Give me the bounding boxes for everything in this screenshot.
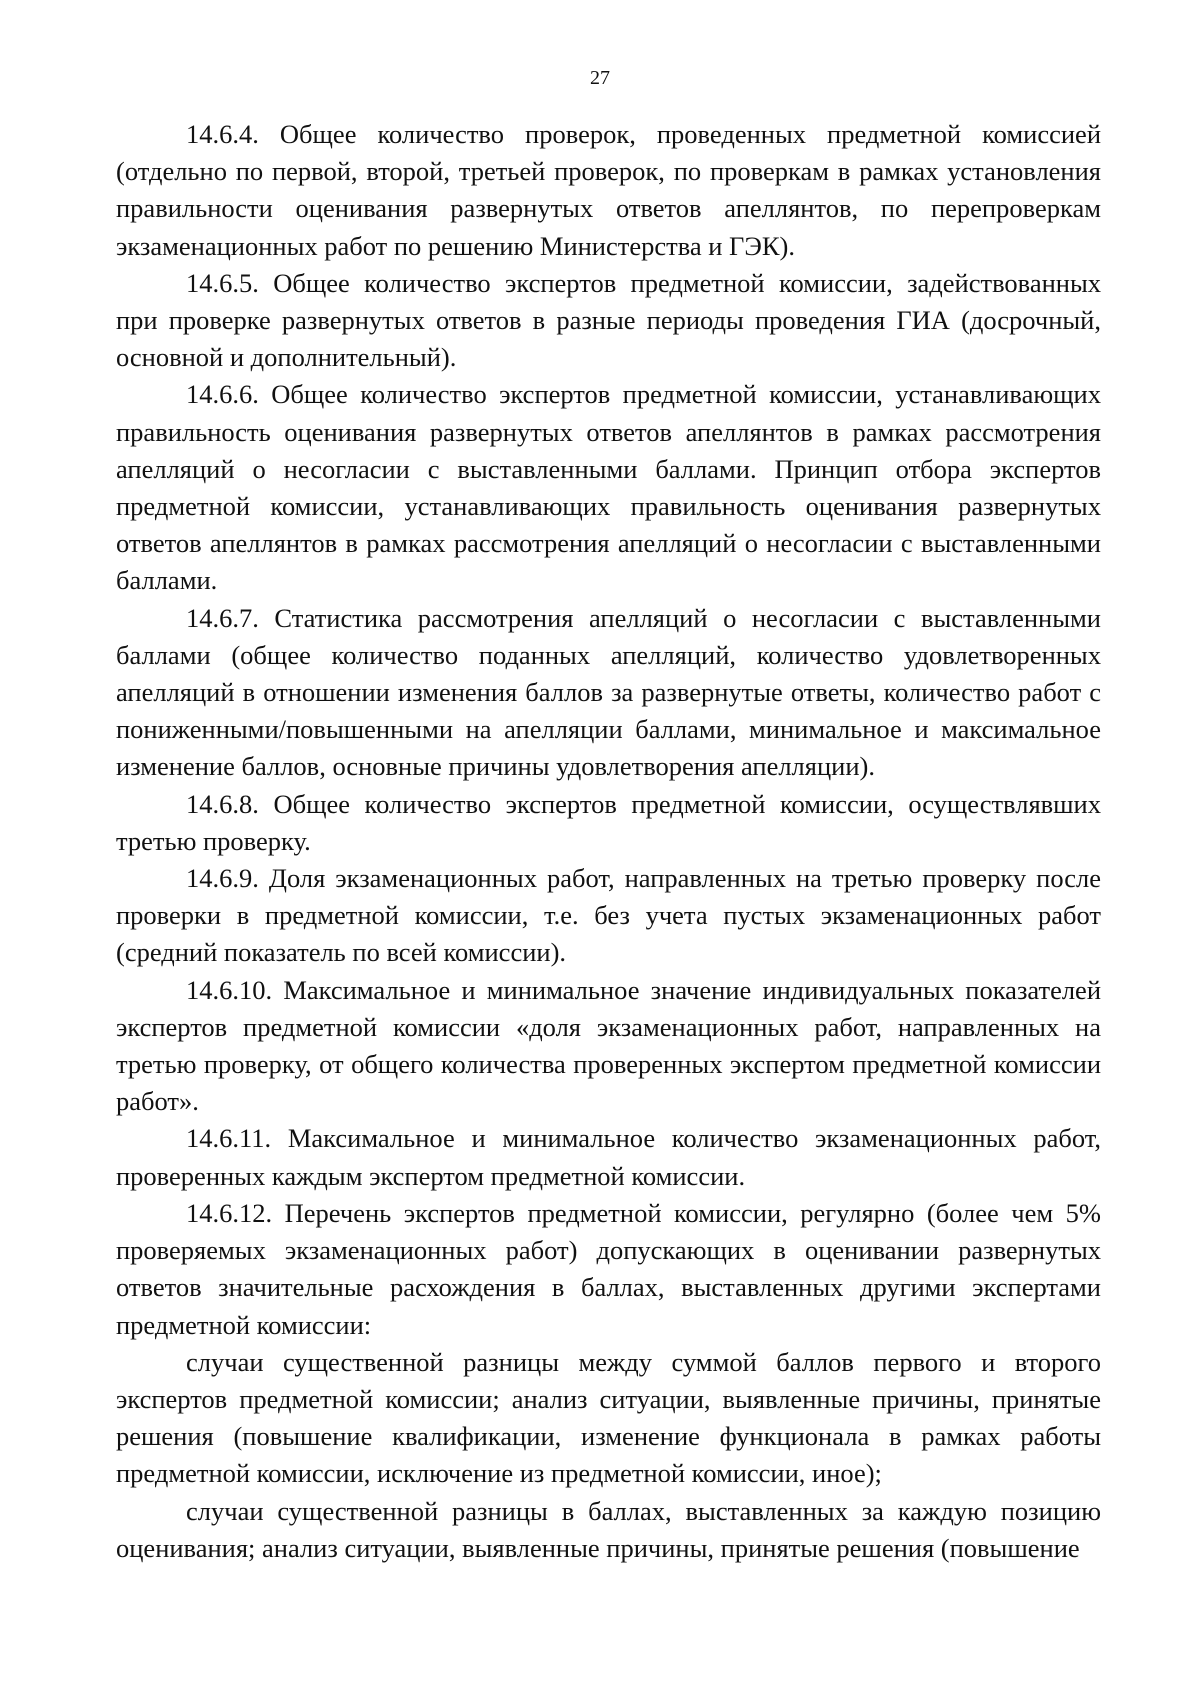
paragraph-14-6-7: 14.6.7. Статистика рассмотрения апелляций о несогласии с выставленными баллами (общее количество поданных апелляций, количество удовлетворенных апелляций в отношении изменения баллов за развернутые ответы, количество работ с пониженными/повышенными на апелляции баллами, минимальное и максимальное изменение баллов, основные причины удовлетворения апелляции). [116,602,1101,782]
document-body [116,116,1101,1567]
paragraph-14-6-5: 14.6.5. Общее количество экспертов предметной комиссии, задействованных при проверке развернутых ответов в разные периоды проведения ГИА (досрочный, основной и дополнительный). [116,267,1101,373]
paragraph-14-6-9: 14.6.9. Доля экзаменационных работ, направленных на третью проверку после проверки в предметной комиссии, т.е. без учета пустых экзаменационных работ (средний показатель по всей комиссии). [116,863,1101,968]
page-number: 27 [590,67,610,89]
paragraph-14-6-6: 14.6.6. Общее количество экспертов предметной комиссии, устанавливающих правильность оценивания развернутых ответов апеллянтов в рамках рассмотрения апелляций о несогласии с выставленными баллами. Принцип отбора экспертов предметной комиссии, устанавливающих правильность оценивания развернутых ответов апеллянтов в рамках рассмотрения апелляций о несогласии с выставленными баллами. [116,379,1101,596]
paragraph-14-6-4: 14.6.4. Общее количество проверок, проведенных предметной комиссией (отдельно по первой, второй, третьей проверок, по проверкам в рамках установления правильности оценивания развернутых ответов апеллянтов, по перепроверкам экзаменационных работ по решению Министерства и ГЭК). [116,119,1101,261]
paragraph-14-6-12: 14.6.12. Перечень экспертов предметной комиссии, регулярно (более чем 5% проверяемых экзаменационных работ) допускающих в оценивании развернутых ответов значительные расхождения в баллах, выставленных другими экспертами предметной комиссии: [116,1197,1101,1340]
paragraph-14-6-8: 14.6.8. Общее количество экспертов предметной комиссии, осуществлявших третью проверку. [116,788,1101,856]
paragraph-14-6-11: 14.6.11. Максимальное и минимальное количество экзаменационных работ, проверенных каждым экспертом предметной комиссии. [116,1123,1101,1191]
paragraph-14-6-10: 14.6.10. Максимальное и минимальное значение индивидуальных показателей экспертов предметной комиссии «доля экзаменационных работ, направленных на третью проверку, от общего количества проверенных экспертом предметной комиссии работ». [116,974,1101,1117]
paragraph-case-position-score: случаи существенной разницы в баллах, выставленных за каждую позицию оценивания; анализ ситуации, выявленные причины, принятые решения (повышение [116,1495,1101,1563]
paragraph-case-total-score: случаи существенной разницы между суммой баллов первого и второго экспертов предметной комиссии; анализ ситуации, выявленные причины, принятые решения (повышение квалификации, изменение функционала в рамках работы предметной комиссии, исключение из предметной комиссии, иное); [116,1346,1101,1489]
